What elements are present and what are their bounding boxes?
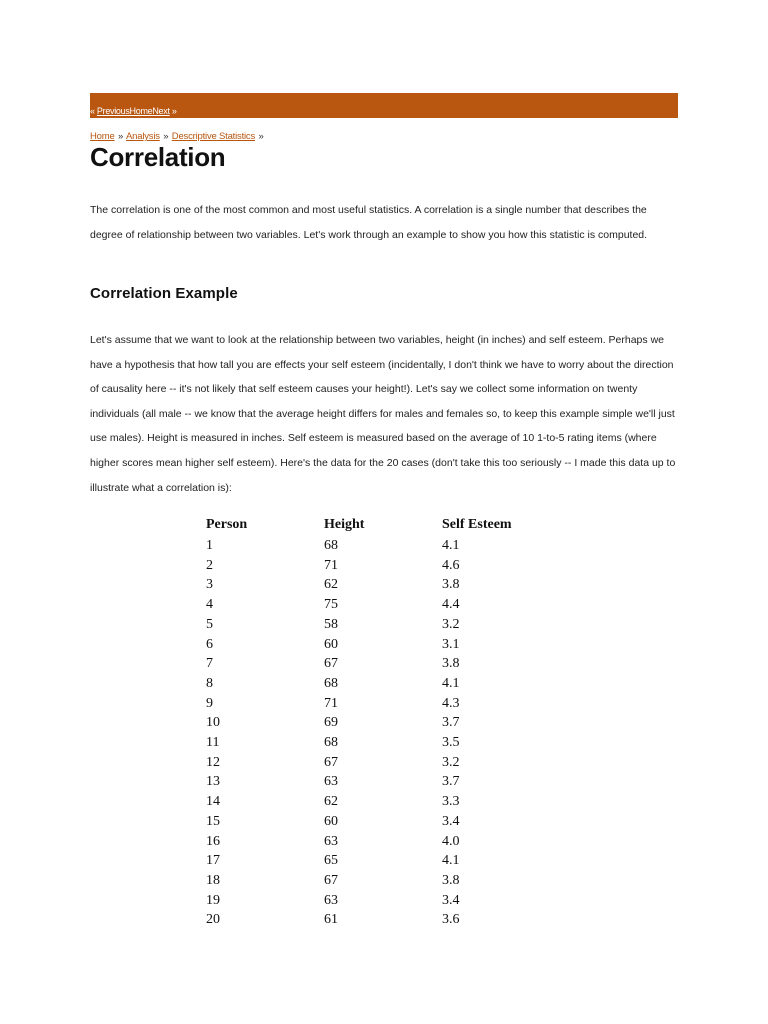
cell-height: 75 bbox=[324, 597, 338, 613]
cell-person: 8 bbox=[206, 675, 213, 691]
cell-self-esteem: 3.2 bbox=[442, 754, 460, 770]
table-row bbox=[206, 812, 542, 832]
table-row bbox=[206, 713, 542, 733]
cell-self-esteem: 4.6 bbox=[442, 557, 460, 573]
table-row bbox=[206, 575, 542, 595]
table-row bbox=[206, 851, 542, 871]
cell-person: 2 bbox=[206, 557, 213, 573]
cell-person: 5 bbox=[206, 616, 213, 632]
cell-height: 61 bbox=[324, 912, 338, 928]
cell-self-esteem: 4.3 bbox=[442, 695, 460, 711]
cell-height: 62 bbox=[324, 577, 338, 593]
table-row bbox=[206, 694, 542, 714]
table-row bbox=[206, 615, 542, 635]
home-nav-link[interactable]: Home bbox=[129, 106, 153, 116]
table-row bbox=[206, 595, 542, 615]
table-row bbox=[206, 792, 542, 812]
table-row bbox=[206, 871, 542, 891]
cell-self-esteem: 3.4 bbox=[442, 892, 460, 908]
table-row bbox=[206, 753, 542, 773]
cell-person: 16 bbox=[206, 833, 220, 849]
cell-self-esteem: 3.6 bbox=[442, 912, 460, 928]
cell-person: 7 bbox=[206, 656, 213, 672]
section-title: Correlation Example bbox=[90, 285, 238, 302]
cell-height: 68 bbox=[324, 538, 338, 553]
cell-person: 12 bbox=[206, 754, 220, 770]
top-nav-bar bbox=[90, 93, 678, 118]
cell-height: 63 bbox=[324, 892, 338, 908]
previous-link[interactable]: Previous bbox=[96, 106, 130, 116]
cell-height: 71 bbox=[324, 557, 338, 573]
cell-person: 20 bbox=[206, 912, 220, 928]
cell-person: 15 bbox=[206, 813, 220, 829]
cell-person: 17 bbox=[206, 853, 220, 869]
cell-person: 10 bbox=[206, 715, 220, 731]
breadcrumb-separator: » bbox=[258, 131, 264, 142]
table-row bbox=[206, 674, 542, 694]
cell-person: 18 bbox=[206, 872, 220, 888]
table-header-row bbox=[206, 514, 542, 536]
breadcrumb-descriptive-statistics[interactable]: Descriptive Statistics bbox=[171, 131, 256, 142]
cell-self-esteem: 4.1 bbox=[442, 853, 460, 869]
prev-arrow: « bbox=[90, 106, 95, 116]
header-height: Height bbox=[324, 517, 365, 532]
cell-self-esteem: 3.7 bbox=[442, 715, 460, 731]
cell-person: 14 bbox=[206, 794, 220, 810]
table-row bbox=[206, 891, 542, 911]
cell-height: 62 bbox=[324, 794, 338, 810]
cell-self-esteem: 3.4 bbox=[442, 813, 460, 829]
cell-self-esteem: 3.5 bbox=[442, 735, 460, 751]
cell-person: 19 bbox=[206, 892, 220, 908]
cell-height: 65 bbox=[324, 853, 338, 869]
page-title: Correlation bbox=[90, 142, 226, 172]
header-self-esteem: Self Esteem bbox=[442, 517, 512, 532]
cell-height: 69 bbox=[324, 715, 338, 731]
breadcrumb-separator: » bbox=[163, 131, 169, 142]
breadcrumb-analysis[interactable]: Analysis bbox=[126, 131, 160, 142]
table-row bbox=[206, 772, 542, 792]
cell-self-esteem: 4.1 bbox=[442, 675, 460, 691]
cell-person: 4 bbox=[206, 597, 213, 613]
cell-self-esteem: 4.4 bbox=[442, 597, 460, 613]
breadcrumb-home[interactable]: Home bbox=[90, 131, 115, 142]
next-arrow: » bbox=[171, 106, 177, 116]
example-paragraph: Let's assume that we want to look at the relationship between two variables, height (in inches) and self esteem. Perhaps we have a hypothesis that how tall you are effects your self esteem (incidentally, I don't think we have to worry about the direction of causality here -- it's not likely that self esteem causes your height!). Let's say we collect some information on twenty individuals (all male -- we know that the average height differs for males and females so, to keep this example simple we'll just use males). Height is measured in inches. Self esteem is measured based on the average of 10 1-to-5 rating items (where higher scores mean higher self esteem). Here's the data for the 20 cases (don't take this too seriously -- I made this data up to illustrate what a correlation is): bbox=[90, 334, 676, 494]
cell-height: 63 bbox=[324, 833, 338, 849]
cell-self-esteem: 4.1 bbox=[442, 538, 460, 553]
next-link[interactable]: Next bbox=[152, 106, 170, 116]
table-row bbox=[206, 910, 542, 930]
cell-height: 67 bbox=[324, 754, 338, 770]
cell-person: 6 bbox=[206, 636, 213, 652]
data-table bbox=[206, 514, 542, 930]
cell-self-esteem: 3.8 bbox=[442, 656, 460, 672]
cell-person: 1 bbox=[206, 538, 213, 553]
cell-height: 58 bbox=[324, 616, 338, 632]
table-row bbox=[206, 832, 542, 852]
table-row bbox=[206, 536, 542, 556]
breadcrumb bbox=[90, 131, 265, 142]
table-row bbox=[206, 635, 542, 655]
cell-self-esteem: 3.7 bbox=[442, 774, 460, 790]
cell-person: 9 bbox=[206, 695, 213, 711]
cell-self-esteem: 3.8 bbox=[442, 872, 460, 888]
table-row bbox=[206, 654, 542, 674]
cell-height: 63 bbox=[324, 774, 338, 790]
cell-height: 67 bbox=[324, 656, 338, 672]
cell-height: 60 bbox=[324, 813, 338, 829]
cell-height: 71 bbox=[324, 695, 338, 711]
cell-height: 60 bbox=[324, 636, 338, 652]
cell-self-esteem: 3.3 bbox=[442, 794, 460, 810]
table-row bbox=[206, 556, 542, 576]
cell-person: 3 bbox=[206, 577, 213, 593]
cell-height: 68 bbox=[324, 735, 338, 751]
cell-person: 13 bbox=[206, 774, 220, 790]
cell-person: 11 bbox=[206, 735, 220, 751]
cell-height: 68 bbox=[324, 675, 338, 691]
cell-self-esteem: 4.0 bbox=[442, 833, 460, 849]
cell-height: 67 bbox=[324, 872, 338, 888]
intro-paragraph: The correlation is one of the most common and most useful statistics. A correlation is a single number that describes the degree of relationship between two variables. Let's work through an example to show you how this statistic is computed. bbox=[90, 204, 648, 241]
header-person: Person bbox=[206, 517, 248, 532]
table-row bbox=[206, 733, 542, 753]
cell-self-esteem: 3.8 bbox=[442, 577, 460, 593]
cell-self-esteem: 3.2 bbox=[442, 616, 460, 632]
cell-self-esteem: 3.1 bbox=[442, 636, 460, 652]
breadcrumb-separator: » bbox=[118, 131, 124, 142]
